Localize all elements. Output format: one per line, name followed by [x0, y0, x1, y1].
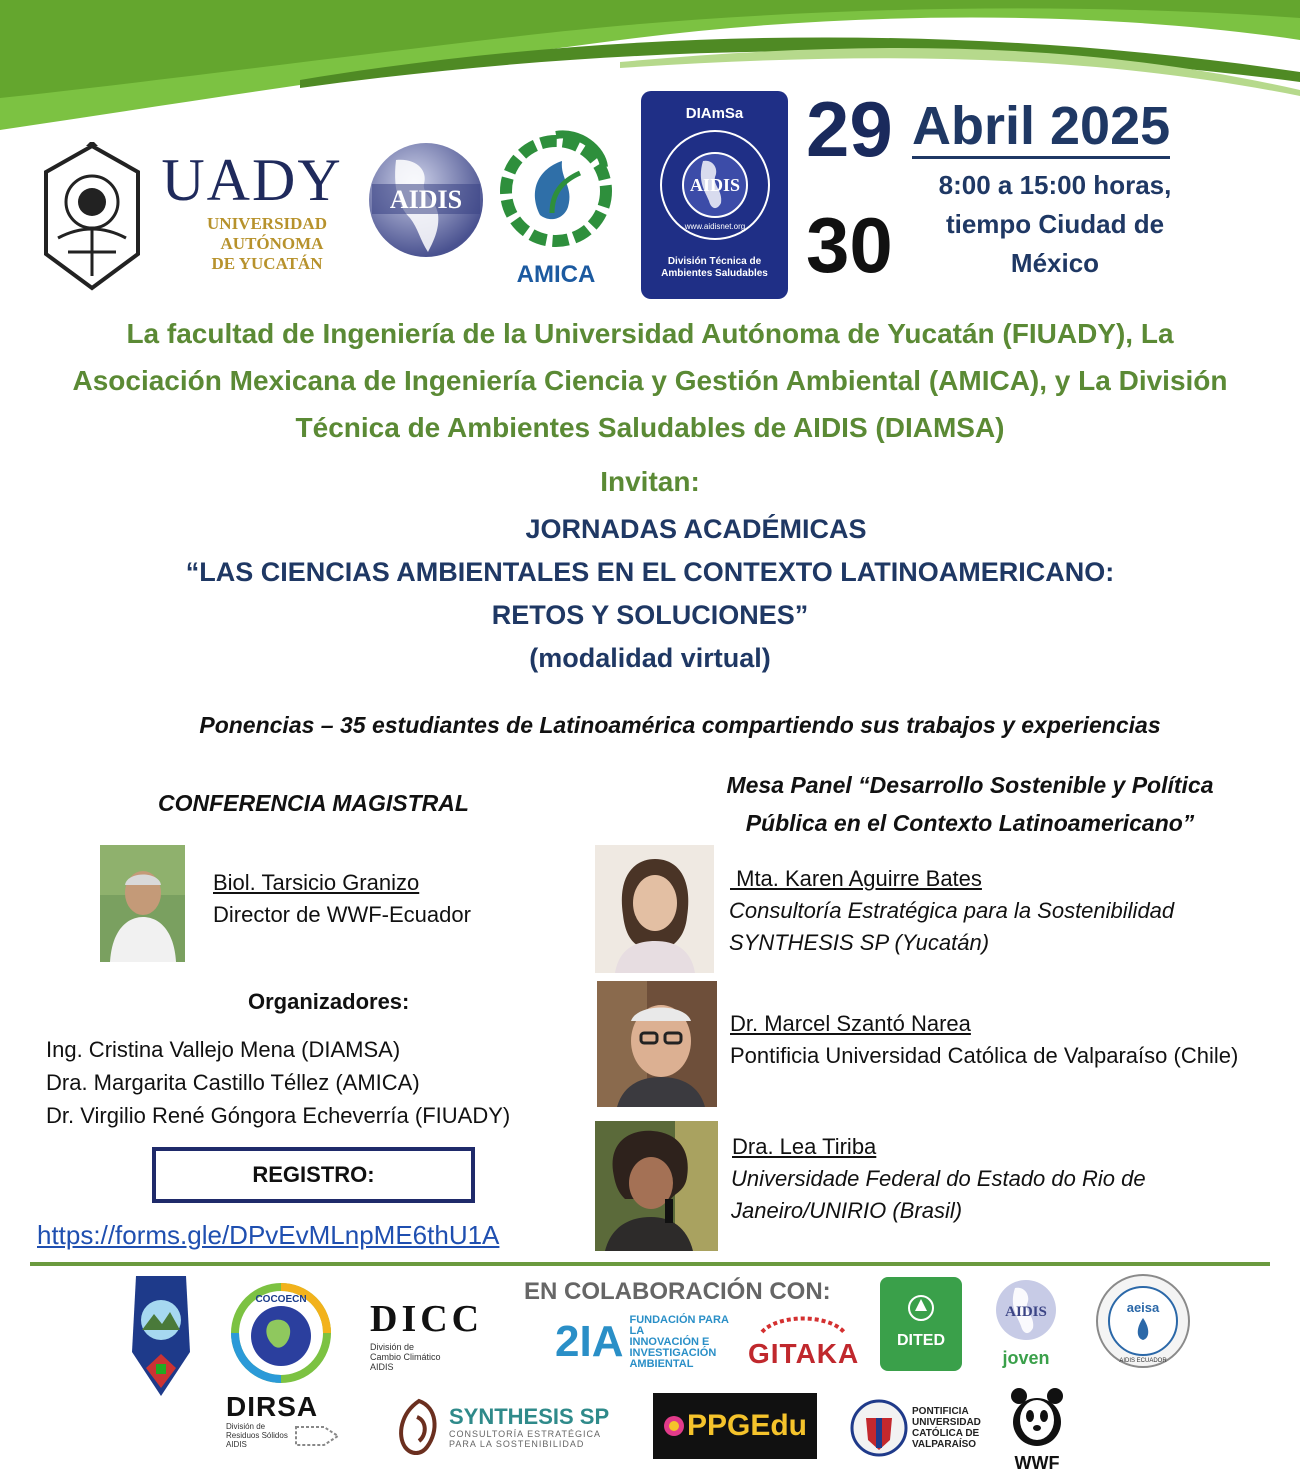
dicc-sub2: Cambio Climático — [370, 1352, 441, 1362]
karen-photo — [595, 845, 714, 973]
dicc-sub3: AIDIS — [370, 1362, 394, 1372]
synthesis-logo — [395, 1395, 615, 1459]
karen-line1: Consultoría Estratégica para la Sostenibilidad — [729, 898, 1175, 923]
diamsa-url: www.aidisnet.org — [684, 222, 745, 231]
conference-heading: CONFERENCIA MAGISTRAL — [158, 790, 469, 816]
registration-link[interactable]: https://forms.gle/DPvEvMLnpME6thU1A — [37, 1220, 500, 1250]
lea-name: Dra. Lea Tiriba — [732, 1134, 877, 1159]
dited-text: DITED — [897, 1332, 945, 1349]
uady-line1: UNIVERSIDAD — [207, 214, 327, 233]
uady-line3: DE YUCATÁN — [211, 254, 323, 273]
diamsa-center: AIDIS — [689, 175, 740, 195]
cocoecn-logo — [230, 1282, 332, 1384]
organizer-item: Ing. Cristina Vallejo Mena (DIAMSA) — [46, 1037, 401, 1062]
organizers-list — [46, 1033, 510, 1132]
uady-seal-logo — [38, 142, 146, 292]
registration-box[interactable] — [152, 1147, 475, 1203]
synthesis-sub2: PARA LA SOSTENIBILIDAD — [449, 1439, 585, 1449]
amica-text: AMICA — [516, 260, 596, 288]
event-line4: (modalidad virtual) — [529, 643, 771, 673]
dicc-logo — [370, 1300, 510, 1380]
uady-wordmark — [152, 147, 352, 280]
wwf-text: WWF — [1014, 1453, 1060, 1473]
pucv-line4: VALPARAÍSO — [912, 1439, 977, 1450]
aidis-joven-text2: joven — [1002, 1348, 1050, 1368]
uady-abbr: UADY — [161, 147, 343, 213]
aidis-joven-text1: AIDIS — [1005, 1304, 1047, 1320]
intro-text — [0, 310, 1300, 451]
ppgedu-text: PPGEdu — [686, 1409, 807, 1442]
fia-line4: AMBIENTAL — [629, 1357, 694, 1370]
aidis-logo — [366, 140, 486, 260]
marcel-line1: Pontificia Universidad Católica de Valparaíso (Chile) — [730, 1043, 1239, 1068]
dirsa-sub3: AIDIS — [226, 1440, 247, 1449]
event-title — [0, 508, 1300, 680]
lea-line1: Universidade Federal do Estado do Rio de — [731, 1166, 1146, 1191]
fia-line1: FUNDACIÓN PARA LA — [629, 1313, 729, 1337]
wwf-logo — [1004, 1384, 1070, 1472]
date-time — [908, 166, 1202, 283]
fia-line3: INVESTIGACIÓN — [629, 1346, 717, 1359]
organizer-item: Dr. Virgilio René Góngora Echeverría (FIUADY) — [46, 1103, 511, 1128]
dirsa-logo — [226, 1392, 354, 1456]
time-line1: 8:00 a 15:00 horas, — [938, 170, 1172, 200]
uady-line2: AUTÓNOMA — [220, 234, 324, 253]
bolivia-university-logo — [126, 1272, 196, 1400]
tarsicio-name: Biol. Tarsicio Granizo — [213, 870, 420, 895]
fundacion-2ia-logo — [555, 1312, 735, 1372]
cocoecn-text: COCOECN — [255, 1294, 307, 1305]
pucv-line2: UNIVERSIDAD — [912, 1417, 981, 1428]
diamsa-logo — [641, 91, 788, 299]
gitaka-text: GITAKA — [748, 1338, 860, 1369]
event-line2: “LAS CIENCIAS AMBIENTALES EN EL CONTEXTO LATINOAMERICANO: — [185, 557, 1115, 587]
tarsicio-role: Director de WWF-Ecuador — [213, 902, 471, 927]
date-month-year: Abril 2025 — [912, 96, 1170, 159]
event-line3: RETOS Y SOLUCIONES” — [491, 600, 809, 630]
tarsicio-photo — [100, 845, 185, 962]
section-divider — [30, 1262, 1270, 1266]
panel-heading-line1: Mesa Panel “Desarrollo Sostenible y Política — [726, 772, 1214, 798]
dirsa-title: DIRSA — [226, 1391, 319, 1422]
invitan-label: Invitan: — [600, 466, 700, 497]
pucv-line1: PONTIFICIA — [912, 1406, 969, 1417]
gitaka-logo — [748, 1312, 858, 1372]
organizer-item: Dra. Margarita Castillo Téllez (AMICA) — [46, 1070, 420, 1095]
marcel-name: Dr. Marcel Szantó Narea — [730, 1011, 971, 1036]
dicc-title: DICC — [370, 1298, 484, 1340]
aidis-joven-logo — [986, 1278, 1066, 1374]
amica-logo — [496, 122, 616, 292]
diamsa-bottom1: División Técnica de — [667, 256, 762, 267]
intro-line3: Técnica de Ambientes Saludables de AIDIS (DIAMSA) — [295, 412, 1005, 443]
panel-heading-line2: Pública en el Contexto Latinoamericano” — [745, 810, 1195, 836]
fia-line2: INNOVACIÓN E — [629, 1335, 710, 1348]
karen-line2: SYNTHESIS SP (Yucatán) — [729, 930, 990, 955]
karen-name: Mta. Karen Aguirre Bates — [730, 866, 982, 891]
panel-heading — [640, 766, 1300, 842]
time-line3: México — [1010, 248, 1100, 278]
collaboration-heading: EN COLABORACIÓN CON: — [524, 1278, 831, 1305]
date-day1: 29 — [806, 85, 893, 173]
diamsa-top: DIAmSa — [685, 105, 744, 122]
date-day2: 30 — [806, 201, 893, 289]
dicc-sub1: División de — [370, 1342, 415, 1352]
event-line1: JORNADAS ACADÉMICAS — [525, 514, 867, 544]
synthesis-sub1: CONSULTORÍA ESTRATÉGICA — [449, 1429, 602, 1439]
ppgedu-logo — [653, 1393, 817, 1459]
pucv-line3: CATÓLICA DE — [912, 1428, 980, 1439]
aeisa-logo — [1094, 1272, 1192, 1370]
lea-line2: Janeiro/UNIRIO (Brasil) — [731, 1198, 963, 1223]
pucv-logo — [850, 1392, 996, 1464]
registration-label: REGISTRO: — [252, 1162, 375, 1187]
fia-abbr: 2IA — [555, 1317, 624, 1366]
dirsa-sub1: División de — [226, 1422, 266, 1431]
intro-line1: La facultad de Ingeniería de la Universidad Autónoma de Yucatán (FIUADY), La — [126, 318, 1174, 349]
intro-line2: Asociación Mexicana de Ingeniería Ciencia y Gestión Ambiental (AMICA), y La División — [72, 365, 1228, 396]
diamsa-bottom2: Ambientes Saludables — [661, 268, 768, 279]
dited-logo — [880, 1277, 962, 1371]
marcel-photo — [597, 981, 717, 1107]
synthesis-text: SYNTHESIS SP — [449, 1404, 610, 1429]
ponencias-text: Ponencias – 35 estudiantes de Latinoamérica compartiendo sus trabajos y experiencias — [199, 712, 1161, 738]
aidis-text: AIDIS — [389, 185, 463, 214]
organizers-heading: Organizadores: — [248, 989, 410, 1014]
aeisa-sub: AIDIS ECUADOR — [1119, 1358, 1167, 1364]
time-line2: tiempo Ciudad de — [945, 209, 1165, 239]
lea-photo — [595, 1121, 718, 1251]
dirsa-sub2: Residuos Sólidos — [226, 1431, 288, 1440]
aeisa-text: aeisa — [1126, 1300, 1160, 1315]
